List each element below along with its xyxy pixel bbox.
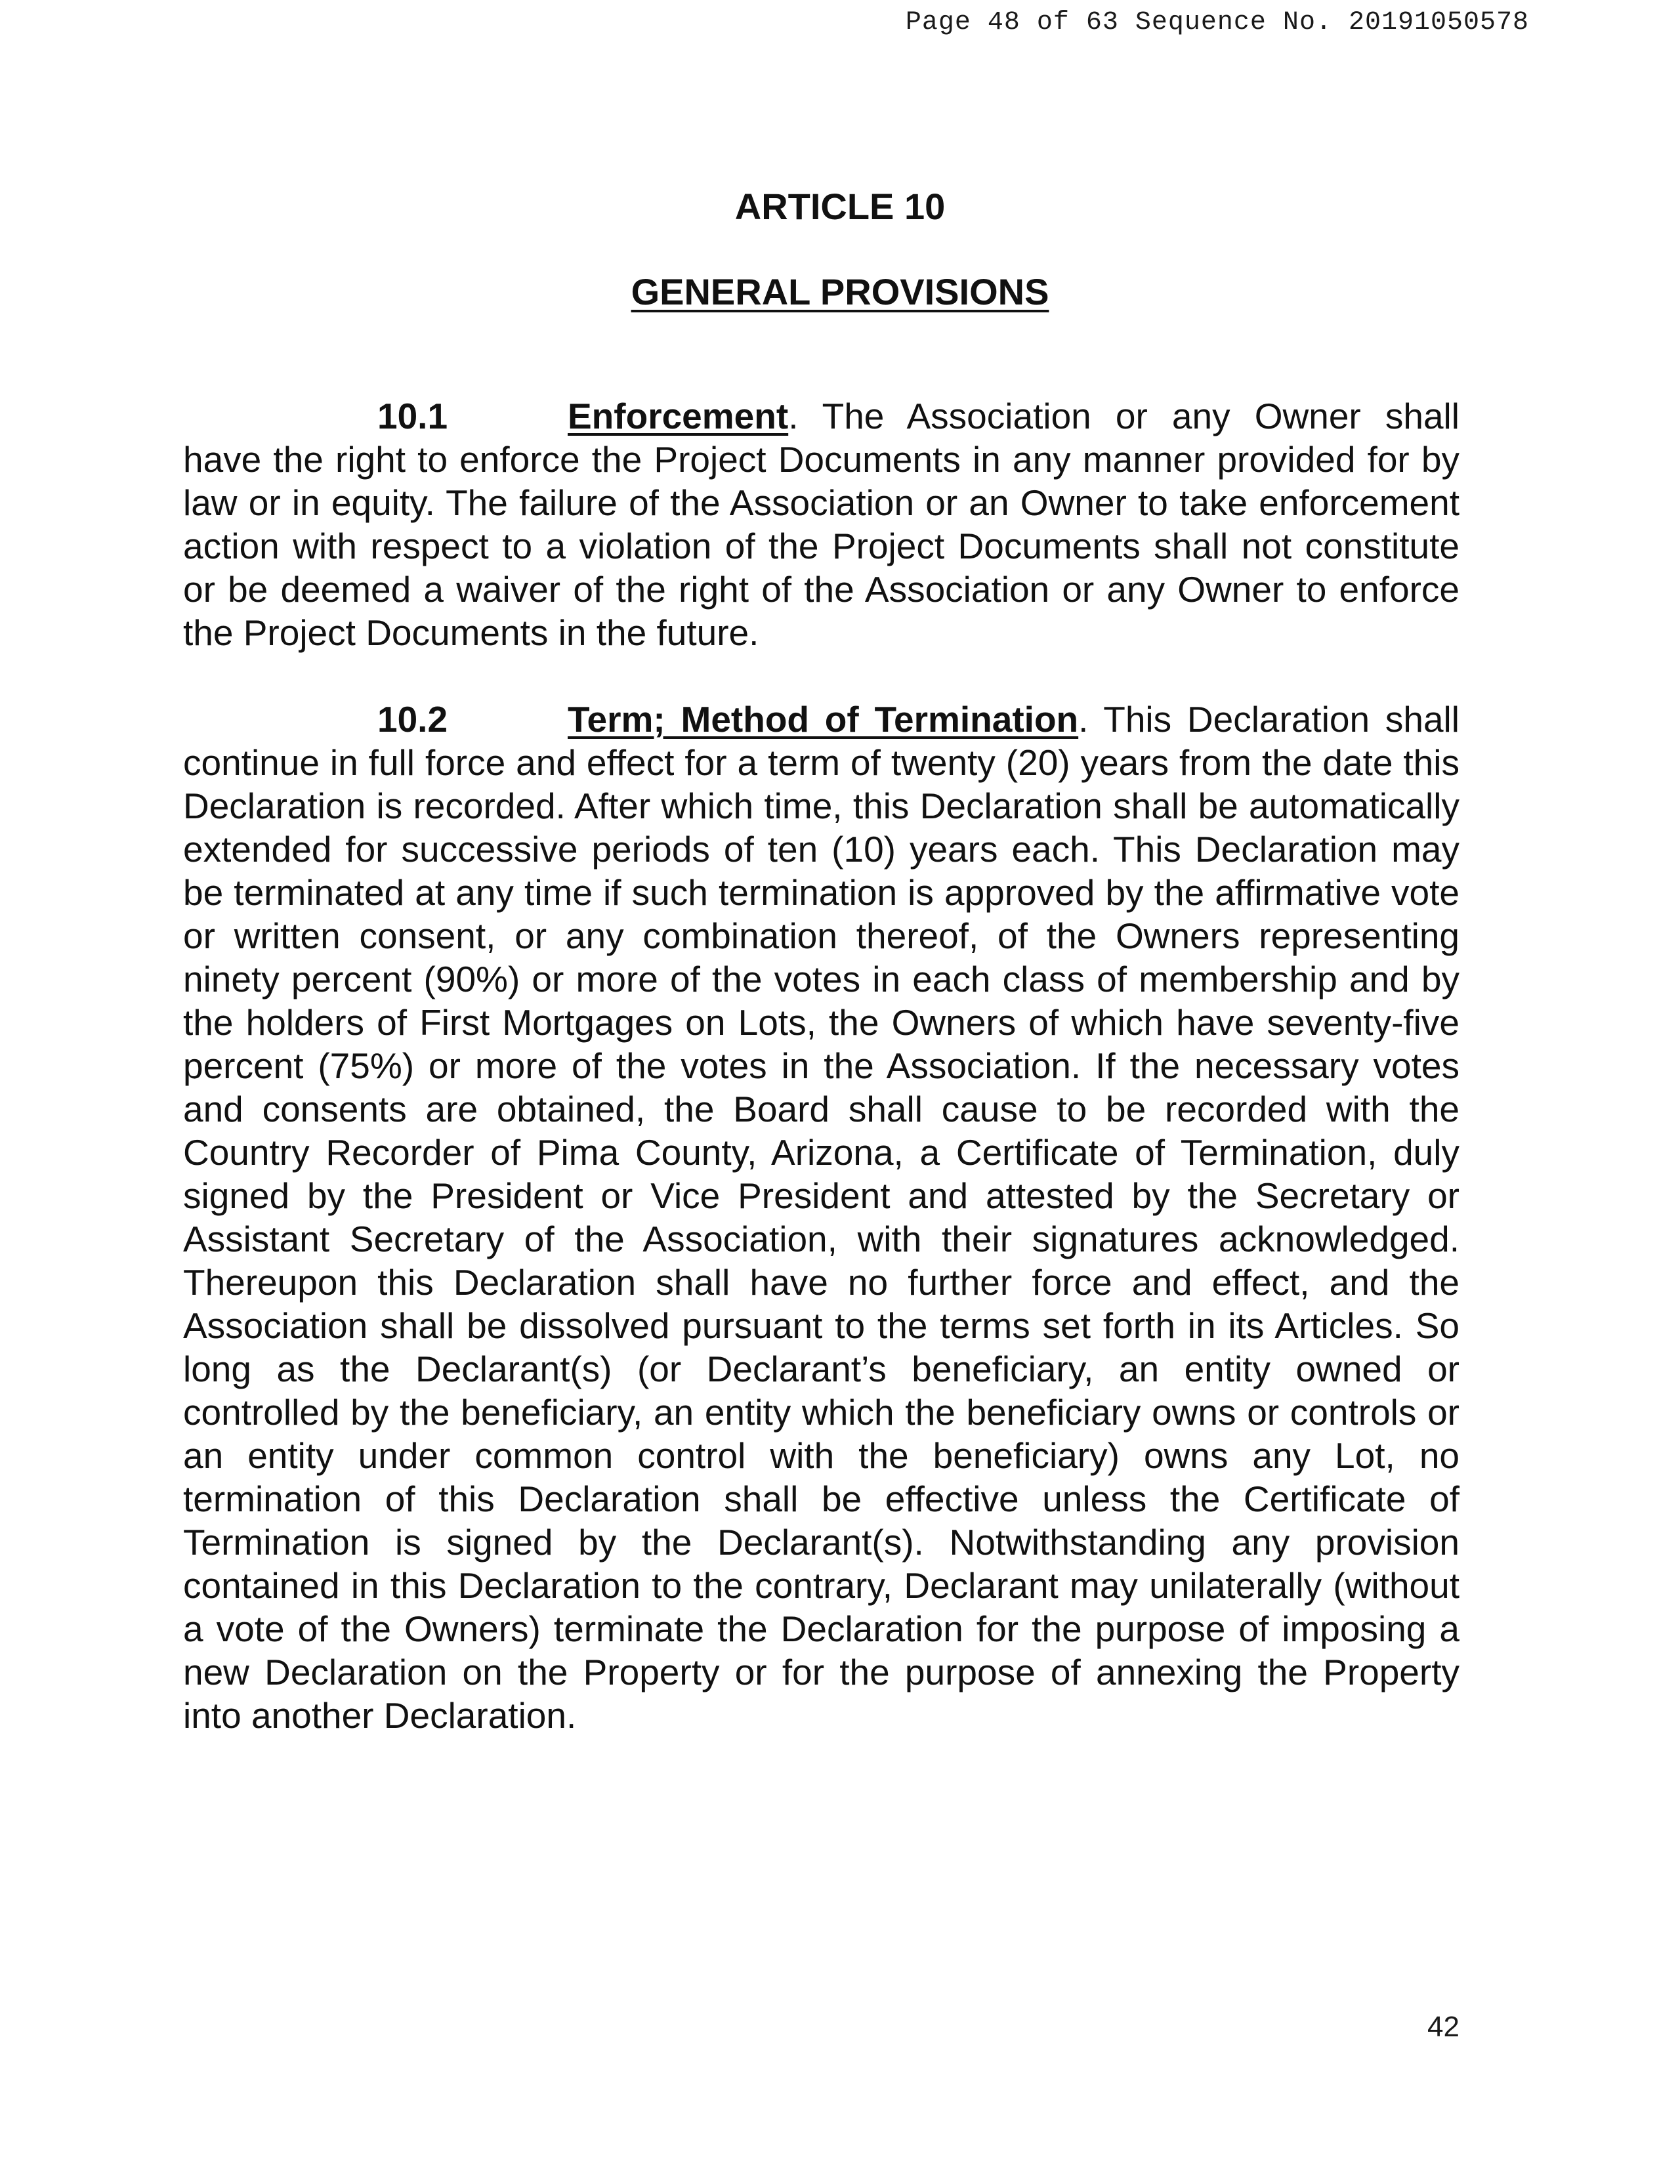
section-10-1-paragraph xyxy=(183,394,1460,654)
section-10-2-paragraph xyxy=(183,698,1460,1737)
section-number: 10.1 xyxy=(377,396,448,436)
article-heading: GENERAL PROVISIONS xyxy=(631,271,1049,312)
section-body: . The Association or any Owner shall have the right to enforce the Project Documents in any manner provided for by law or in equity. The failure of the Association or an Owner to take enforcement action with respect to a violation of the Project Documents shall not constitute or be deemed a waiver of the right of the Association or any Owner to enforce the Project Documents in the future. xyxy=(183,396,1460,653)
page-sequence-stamp: Page 48 of 63 Sequence No. 20191050578 xyxy=(905,8,1529,37)
section-title: Enforcement xyxy=(568,396,789,436)
section-body: . This Declaration shall continue in full force and effect for a term of twenty (20) years from the date this Declaration is recorded. After which time, this Declaration shall be automatically extended for successive periods of ten (10) years each. This Declaration may be terminated at any time if such termination is approved by the affirmative vote or written consent, or any combination thereof, of the Owners representing ninety percent (90%) or more of the votes in each class of membership and by the holders of First Mortgages on Lots, the Owners of which have seventy-five percent (75%) or more of the votes in the Association. If the necessary votes and consents are obtained, the Board shall cause to be recorded with the Country Recorder of Pima County, Arizona, a Certificate of Termination, duly signed by the President or Vice President and attested by the Secretary or Assistant Secretary of the Association, with their signatures acknowledged. Thereupon this Declaration shall have no further force and effect, and the Association shall be dissolved pursuant to the terms set forth in its Articles. So long as the Declarant(s) (or Declarant’s beneficiary, an entity owned or controlled by the beneficiary, an entity which the beneficiary owns or controls or an entity under common control with the beneficiary) owns any Lot, no termination of this Declaration shall be effective unless the Certificate of Termination is signed by the Declarant(s). Notwithstanding any provision contained in this Declaration to the contrary, Declarant may unilaterally (without a vote of the Owners) terminate the Declaration for the purpose of imposing a new Declaration on the Property or for the purpose of annexing the Property into another Declaration. xyxy=(183,699,1460,1736)
section-number: 10.2 xyxy=(377,699,448,740)
page-number: 42 xyxy=(1427,2011,1460,2043)
article-title: ARTICLE 10 xyxy=(734,186,946,227)
section-title: Term; Method of Termination xyxy=(568,699,1079,740)
